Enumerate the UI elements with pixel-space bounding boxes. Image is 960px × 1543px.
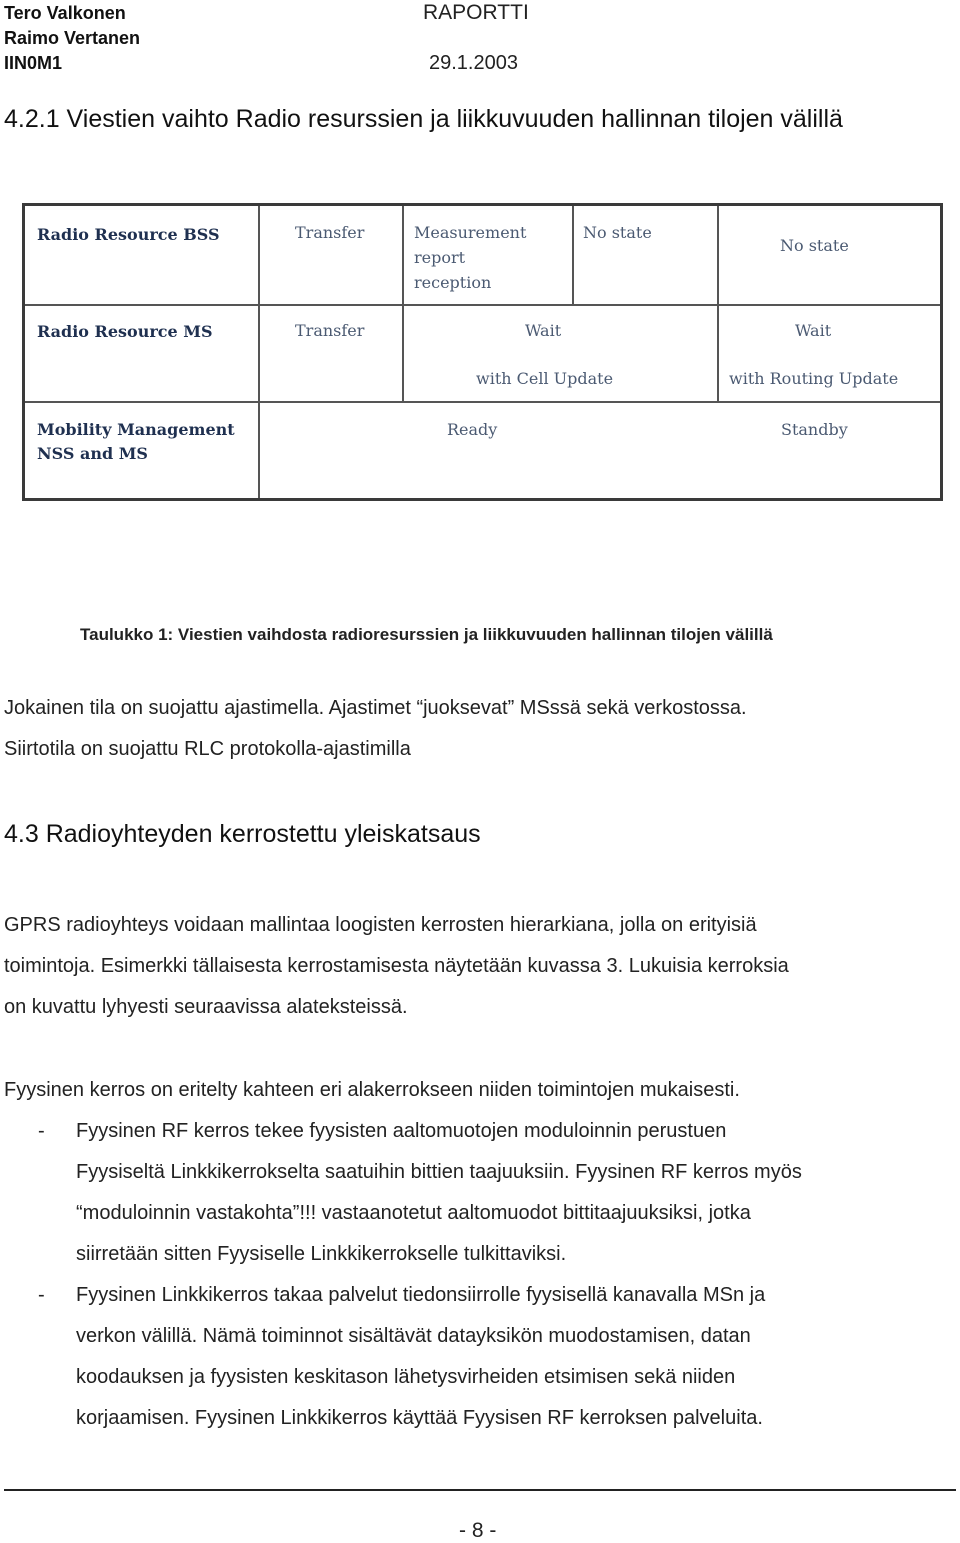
page-number: - 8 -	[459, 1519, 497, 1542]
list-item-2-line-1: Fyysinen Linkkikerros takaa palvelut tiedonsiirrolle fyysisellä kanavalla MSn ja	[76, 1284, 766, 1306]
list-item-1-line-1: Fyysinen RF kerros tekee fyysisten aaltomuotojen moduloinnin perustuen	[76, 1120, 727, 1142]
state-wait-routing-update: with Routing Update	[729, 369, 899, 388]
paragraph-2-line-3: on kuvattu lyhyesti seuraavissa alateksteissä.	[4, 996, 408, 1018]
document-type: RAPORTTI	[423, 1, 529, 24]
section-2-heading: 4.3 Radioyhteyden kerrostettu yleiskatsaus	[4, 820, 481, 848]
state-table-figure	[22, 203, 943, 501]
state-transfer-ms: Transfer	[295, 321, 365, 340]
list-item-2-line-3: koodauksen ja fyysisten keskitason lähetysvirheiden etsimisen sekä niiden	[76, 1366, 736, 1388]
state-standby: Standby	[781, 420, 848, 439]
author-2: Raimo Vertanen	[4, 28, 141, 48]
list-bullet-2: -	[38, 1284, 45, 1306]
document-date: 29.1.2003	[429, 52, 518, 74]
state-transfer-bss: Transfer	[295, 223, 365, 242]
footer-divider	[4, 1489, 956, 1491]
table-caption: Taulukko 1: Viestien vaihdosta radioresurssien ja liikkuvuuden hallinnan tilojen välillä	[80, 625, 773, 644]
paragraph-1-line-2: Siirtotila on suojattu RLC protokolla-ajastimilla	[4, 738, 411, 760]
state-measurement-line2: report	[414, 248, 466, 267]
state-wait-cell-update: with Cell Update	[476, 369, 614, 388]
row-label-mobility-management-2: NSS and MS	[37, 444, 148, 463]
state-wait-b: Wait	[795, 321, 832, 340]
paragraph-1-line-1: Jokainen tila on suojattu ajastimella. Ajastimet “juoksevat” MSssä sekä verkostossa.	[4, 697, 747, 719]
list-item-1-line-3: “moduloinnin vastakohta”!!! vastaanotetut aaltomuodot bittitaajuuksiksi, jotka	[76, 1202, 751, 1224]
state-ready: Ready	[447, 420, 498, 439]
row-label-mobility-management-1: Mobility Management	[37, 420, 235, 439]
state-no-state-a: No state	[583, 223, 652, 242]
section-heading: 4.2.1 Viestien vaihto Radio resurssien ja liikkuvuuden hallinnan tilojen välillä	[4, 105, 843, 133]
paragraph-2-line-1: GPRS radioyhteys voidaan mallintaa loogisten kerrosten hierarkiana, jolla on erityisiä	[4, 914, 757, 936]
list-item-2-line-4: korjaamisen. Fyysinen Linkkikerros käyttää Fyysisen RF kerroksen palveluita.	[76, 1407, 763, 1429]
row-label-radio-resource-bss: Radio Resource BSS	[37, 225, 220, 244]
list-item-1-line-2: Fyysiseltä Linkkikerrokselta saatuihin bittien taajuuksiin. Fyysinen RF kerros myös	[76, 1161, 802, 1183]
paragraph-3: Fyysinen kerros on eritelty kahteen eri alakerrokseen niiden toimintojen mukaisesti.	[4, 1079, 740, 1101]
row-label-radio-resource-ms: Radio Resource MS	[37, 322, 213, 341]
list-bullet-1: -	[38, 1120, 45, 1142]
list-item-1-line-4: siirretään sitten Fyysiselle Linkkikerrokselle tulkittaviksi.	[76, 1243, 567, 1265]
state-wait-a: Wait	[525, 321, 562, 340]
author-1: Tero Valkonen	[4, 3, 126, 23]
state-measurement-line3: reception	[414, 273, 492, 292]
list-item-2-line-2: verkon välillä. Nämä toiminnot sisältävät datayksikön muodostamisen, datan	[76, 1325, 751, 1347]
state-measurement-line1: Measurement	[414, 223, 527, 242]
paragraph-2-line-2: toimintoja. Esimerkki tällaisesta kerrostamisesta näytetään kuvassa 3. Lukuisia kerroksia	[4, 955, 789, 977]
course-code: IIN0M1	[4, 53, 63, 73]
state-no-state-b: No state	[780, 236, 849, 255]
